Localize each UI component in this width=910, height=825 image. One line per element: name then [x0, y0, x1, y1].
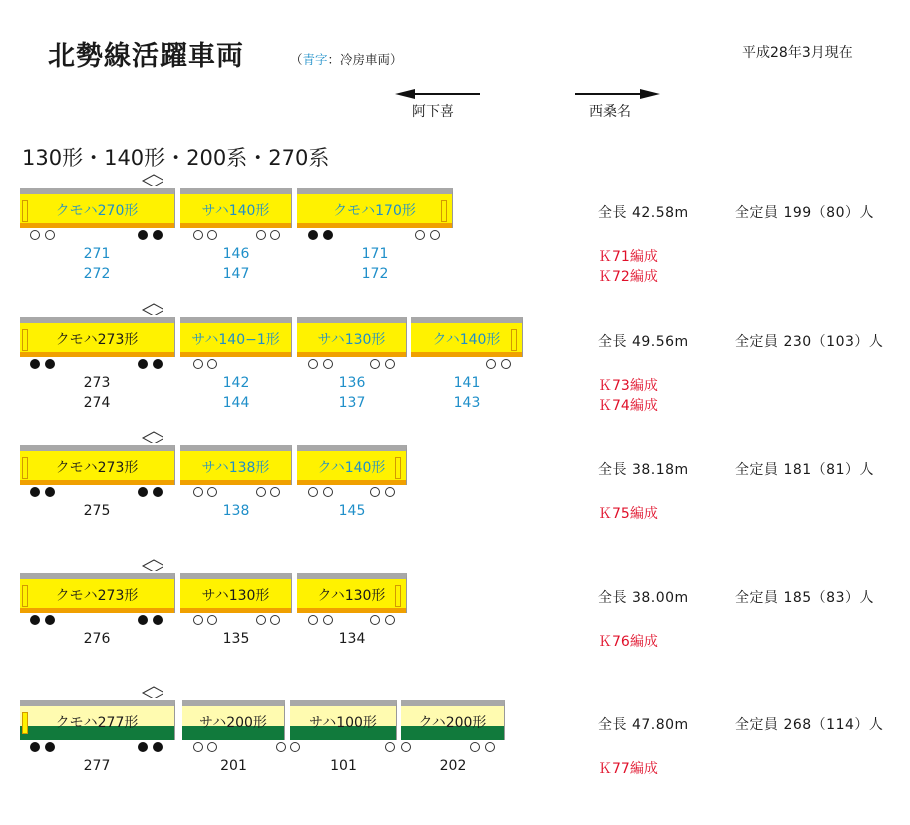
trailer-wheel-icon [270, 230, 280, 240]
trailer-wheel-icon [323, 615, 333, 625]
trailer-wheel-icon [485, 742, 495, 752]
train-car [297, 445, 407, 485]
train-car [180, 317, 292, 357]
trailer-wheel-icon [207, 487, 217, 497]
trailer-wheel-icon [193, 230, 203, 240]
trailer-wheel-icon [470, 742, 480, 752]
legend-rest: ：冷房車両） [327, 52, 403, 67]
direction-left-label: 阿下喜 [412, 104, 454, 120]
car-number: 276 [83, 631, 111, 647]
car-number: 275 [83, 503, 111, 519]
car-model-label: サハ100形 [309, 715, 377, 731]
trailer-wheel-icon [308, 359, 318, 369]
trailer-wheel-icon [290, 742, 300, 752]
trailer-wheel-icon [193, 487, 203, 497]
motor-wheel-icon [153, 615, 163, 625]
formation-label: Ｋ74編成 [598, 398, 658, 414]
formation-label: Ｋ71編成 [598, 249, 658, 265]
trailer-wheel-icon [270, 615, 280, 625]
motor-wheel-icon [138, 742, 148, 752]
train-length: 全長 49.56m [598, 334, 689, 350]
trailer-wheel-icon [193, 359, 203, 369]
trailer-wheel-icon [207, 359, 217, 369]
trailer-wheel-icon [430, 230, 440, 240]
train-capacity: 全定員 181（81）人 [735, 462, 874, 478]
car-model-label: クハ140形 [432, 332, 501, 348]
train-car [297, 573, 407, 613]
train-car [180, 188, 292, 228]
train-length: 全長 38.00m [598, 590, 689, 606]
car-model-label: クモハ273形 [55, 460, 139, 476]
train-length: 全長 38.18m [598, 462, 689, 478]
direction-right-label: 西桑名 [589, 104, 631, 120]
motor-wheel-icon [138, 359, 148, 369]
trailer-wheel-icon [486, 359, 496, 369]
cab-door [22, 200, 28, 222]
motor-wheel-icon [153, 230, 163, 240]
pantograph-icon [141, 174, 163, 186]
motor-wheel-icon [138, 615, 148, 625]
train-car [20, 700, 175, 740]
car-model-label: クハ130形 [317, 588, 386, 604]
trailer-wheel-icon [370, 615, 380, 625]
train-length: 全長 47.80m [598, 717, 689, 733]
car-number: 171 [361, 246, 389, 262]
pantograph-icon [141, 431, 163, 443]
motor-wheel-icon [30, 487, 40, 497]
car-number: 277 [83, 758, 111, 774]
car-number: 201 [220, 758, 247, 774]
car-number: 274 [83, 395, 111, 411]
train-car [20, 573, 175, 613]
car-number: 271 [83, 246, 111, 262]
left-arrow-icon [395, 88, 480, 100]
legend-note [290, 50, 403, 68]
formation-label: Ｋ77編成 [598, 761, 658, 777]
car-number: 136 [338, 375, 366, 391]
train-car [182, 700, 285, 740]
car-model-label: クモハ170形 [333, 203, 416, 219]
train-car [180, 573, 292, 613]
train-car [297, 317, 407, 357]
trailer-wheel-icon [45, 230, 55, 240]
motor-wheel-icon [45, 742, 55, 752]
train-length: 全長 42.58m [598, 205, 689, 221]
car-number: 145 [338, 503, 366, 519]
trailer-wheel-icon [256, 230, 266, 240]
motor-wheel-icon [45, 359, 55, 369]
car-model-label: サハ140−1形 [191, 332, 280, 348]
train-car [411, 317, 523, 357]
legend-open: （ [290, 52, 303, 67]
car-number: 101 [330, 758, 357, 774]
cab-door [441, 200, 447, 222]
trailer-wheel-icon [207, 742, 217, 752]
legend-blue-text: 青字 [302, 52, 328, 67]
trailer-wheel-icon [308, 615, 318, 625]
train-car [20, 317, 175, 357]
trailer-wheel-icon [385, 359, 395, 369]
trailer-wheel-icon [193, 742, 203, 752]
trailer-wheel-icon [415, 230, 425, 240]
motor-wheel-icon [153, 487, 163, 497]
motor-wheel-icon [308, 230, 318, 240]
cab-door [395, 457, 401, 479]
car-model-label: クモハ273形 [55, 332, 139, 348]
formation-label: Ｋ76編成 [598, 634, 658, 650]
as-of-date: 平成28年3月現在 [742, 45, 853, 61]
car-model-label: クモハ270形 [55, 203, 139, 219]
car-model-label: クハ200形 [418, 715, 487, 731]
trailer-wheel-icon [370, 359, 380, 369]
car-model-label: サハ138形 [201, 460, 270, 476]
car-number: 146 [222, 246, 250, 262]
car-number: 134 [338, 631, 366, 647]
trailer-wheel-icon [385, 742, 395, 752]
cab-door [22, 585, 28, 607]
car-number: 144 [222, 395, 250, 411]
motor-wheel-icon [153, 742, 163, 752]
trailer-wheel-icon [270, 487, 280, 497]
car-number: 273 [83, 375, 111, 391]
train-car [20, 445, 175, 485]
pantograph-icon [141, 559, 163, 571]
train-car [401, 700, 505, 740]
trailer-wheel-icon [501, 359, 511, 369]
motor-wheel-icon [30, 742, 40, 752]
car-number: 172 [361, 266, 389, 282]
formation-label: Ｋ73編成 [598, 378, 658, 394]
train-car [297, 188, 453, 228]
trailer-wheel-icon [256, 487, 266, 497]
car-number: 137 [338, 395, 366, 411]
car-number: 135 [222, 631, 250, 647]
motor-wheel-icon [30, 615, 40, 625]
train-capacity: 全定員 185（83）人 [735, 590, 874, 606]
car-number: 138 [222, 503, 250, 519]
cab-door [22, 329, 28, 351]
car-model-label: サハ140形 [201, 203, 270, 219]
train-capacity: 全定員 268（114）人 [735, 717, 884, 733]
train-capacity: 全定員 230（103）人 [735, 334, 884, 350]
series-title: 130形・140形・200系・270系 [22, 146, 330, 170]
trailer-wheel-icon [207, 615, 217, 625]
trailer-wheel-icon [385, 615, 395, 625]
car-model-label: クハ140形 [317, 460, 386, 476]
trailer-wheel-icon [308, 487, 318, 497]
motor-wheel-icon [30, 359, 40, 369]
right-arrow-icon [575, 88, 660, 100]
trailer-wheel-icon [256, 615, 266, 625]
train-car [290, 700, 397, 740]
car-number: 143 [453, 395, 481, 411]
car-number: 147 [222, 266, 250, 282]
train-car [180, 445, 292, 485]
car-model-label: クモハ273形 [55, 588, 139, 604]
formation-label: Ｋ72編成 [598, 269, 658, 285]
motor-wheel-icon [323, 230, 333, 240]
trailer-wheel-icon [401, 742, 411, 752]
trailer-wheel-icon [207, 230, 217, 240]
cab-door [22, 457, 28, 479]
formation-label: Ｋ75編成 [598, 506, 658, 522]
train-capacity: 全定員 199（80）人 [735, 205, 874, 221]
car-number: 142 [222, 375, 250, 391]
car-model-label: クモハ277形 [55, 715, 139, 731]
motor-wheel-icon [153, 359, 163, 369]
pantograph-icon [141, 686, 163, 698]
car-number: 141 [453, 375, 481, 391]
trailer-wheel-icon [276, 742, 286, 752]
trailer-wheel-icon [30, 230, 40, 240]
trailer-wheel-icon [370, 487, 380, 497]
train-car [20, 188, 175, 228]
car-number: 202 [439, 758, 467, 774]
cab-door [22, 712, 28, 734]
car-model-label: サハ130形 [317, 332, 386, 348]
cab-door [511, 329, 517, 351]
trailer-wheel-icon [323, 487, 333, 497]
car-number: 272 [83, 266, 111, 282]
motor-wheel-icon [138, 487, 148, 497]
motor-wheel-icon [45, 487, 55, 497]
car-model-label: サハ200形 [199, 715, 267, 731]
motor-wheel-icon [45, 615, 55, 625]
page-title: 北勢線活躍車両 [48, 41, 244, 72]
motor-wheel-icon [138, 230, 148, 240]
pantograph-icon [141, 303, 163, 315]
cab-door [395, 585, 401, 607]
trailer-wheel-icon [385, 487, 395, 497]
trailer-wheel-icon [323, 359, 333, 369]
trailer-wheel-icon [193, 615, 203, 625]
car-model-label: サハ130形 [201, 588, 270, 604]
